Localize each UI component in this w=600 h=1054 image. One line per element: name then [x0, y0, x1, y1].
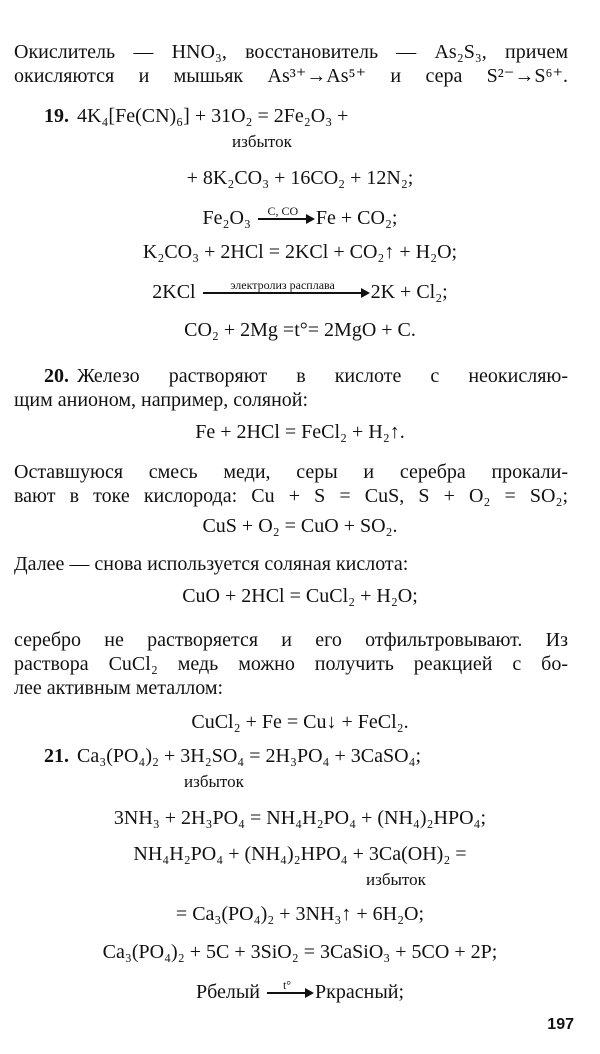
problem-20-equation-4: CuCl₂ + Fe = Cu↓ + FeCl₂. — [191, 711, 409, 733]
equation-text: Fe₂O₃ — [202, 207, 251, 229]
equation-text: 2KCl — [152, 281, 196, 303]
text-line: Далее — снова используется соляная кислота: — [14, 553, 409, 575]
problem-20-line-1 — [44, 364, 568, 388]
problem-21-equation-4: = Ca₃(PO₄)₂ + 3NH₃↑ + 6H₂O; — [175, 903, 425, 925]
excess-note: избыток — [184, 772, 244, 791]
problem-19-equation-3 — [0, 206, 600, 230]
reaction-arrow — [258, 204, 308, 220]
page-number: 197 — [547, 1016, 574, 1033]
equation-text: Fe + CO₂; — [315, 207, 398, 229]
arrow-condition: t° — [282, 978, 292, 993]
equation-text: 2K + Cl₂; — [370, 281, 448, 303]
reaction-arrow — [203, 278, 363, 294]
problem-19-equation-4: K₂CO₃ + 2HCl = 2KCl + CO₂↑ + H₂O; — [142, 241, 458, 263]
problem-21-equation-5: Ca₃(PO₄)₂ + 5C + 3SiO₂ = 3CaSiO₃ + 5CO + 2P; — [102, 941, 498, 963]
text-line: окисляются и мышьяк As³⁺→As⁵⁺ и сера S²⁻→S⁶⁺. — [14, 65, 568, 87]
text-line: серебро не растворяется и его отфильтровывают. Из — [14, 629, 568, 651]
equation-text: Pкрасный; — [315, 981, 405, 1003]
problem-20-equation-2: CuS + O₂ = CuO + SO₂. — [202, 515, 398, 537]
problem-20-equation-3: CuO + 2HCl = CuCl₂ + H₂O; — [182, 585, 418, 607]
problem-19-equation-2: + 8K₂CO₃ + 16CO₂ + 12N₂; — [186, 167, 414, 189]
text-line: раствора CuCl₂ медь можно получить реакцией с бо- — [14, 653, 568, 675]
excess-note: избыток — [232, 132, 292, 151]
excess-note: избыток — [366, 870, 426, 889]
equation-text: Ca₃(PO₄)₂ + 3H₂SO₄ = 2H₃PO₄ + 3CaSO₄; — [77, 745, 422, 767]
arrow-condition: электролиз расплава — [230, 278, 335, 293]
text-line: Железо растворяют в кислоте с неокисляю- — [77, 365, 568, 387]
problem-number: 20. — [44, 365, 69, 387]
problem-number: 21. — [44, 745, 69, 767]
reaction-arrow — [267, 978, 307, 994]
problem-19-equation-6: CO₂ + 2Mg =t°= 2MgO + C. — [184, 319, 416, 341]
problem-number: 19. — [44, 105, 69, 127]
problem-21-equation-2: 3NH₃ + 2H₃PO₄ = NH₄H₂PO₄ + (NH₄)₂HPO₄; — [113, 807, 487, 829]
text-line: щим анионом, например, соляной: — [14, 389, 309, 411]
problem-21-equation-3: NH₄H₂PO₄ + (NH₄)₂HPO₄ + 3Ca(OH)₂ = — [133, 843, 467, 865]
text-line: лее активным металлом: — [14, 677, 224, 699]
arrow-condition: C, CO — [267, 204, 299, 219]
problem-21-equation-1 — [44, 744, 421, 768]
problem-19-equation-5 — [0, 280, 600, 304]
equation-text: Pбелый — [195, 981, 261, 1003]
problem-21-equation-6 — [0, 980, 600, 1004]
problem-19-equation-1 — [44, 104, 348, 128]
text-line: вают в токе кислорода: Cu + S = CuS, S + O₂ = SO₂; — [14, 485, 568, 507]
text-line: Окислитель — HNO₃, восстановитель — As₂S₃, причем — [14, 41, 568, 63]
problem-20-equation-1: Fe + 2HCl = FeCl₂ + H₂↑. — [195, 421, 405, 443]
text-line: Оставшуюся смесь меди, серы и серебра прокали- — [14, 461, 568, 483]
equation-text: 4K₄[Fe(CN)₆] + 31O₂ = 2Fe₂O₃ + — [77, 105, 349, 127]
